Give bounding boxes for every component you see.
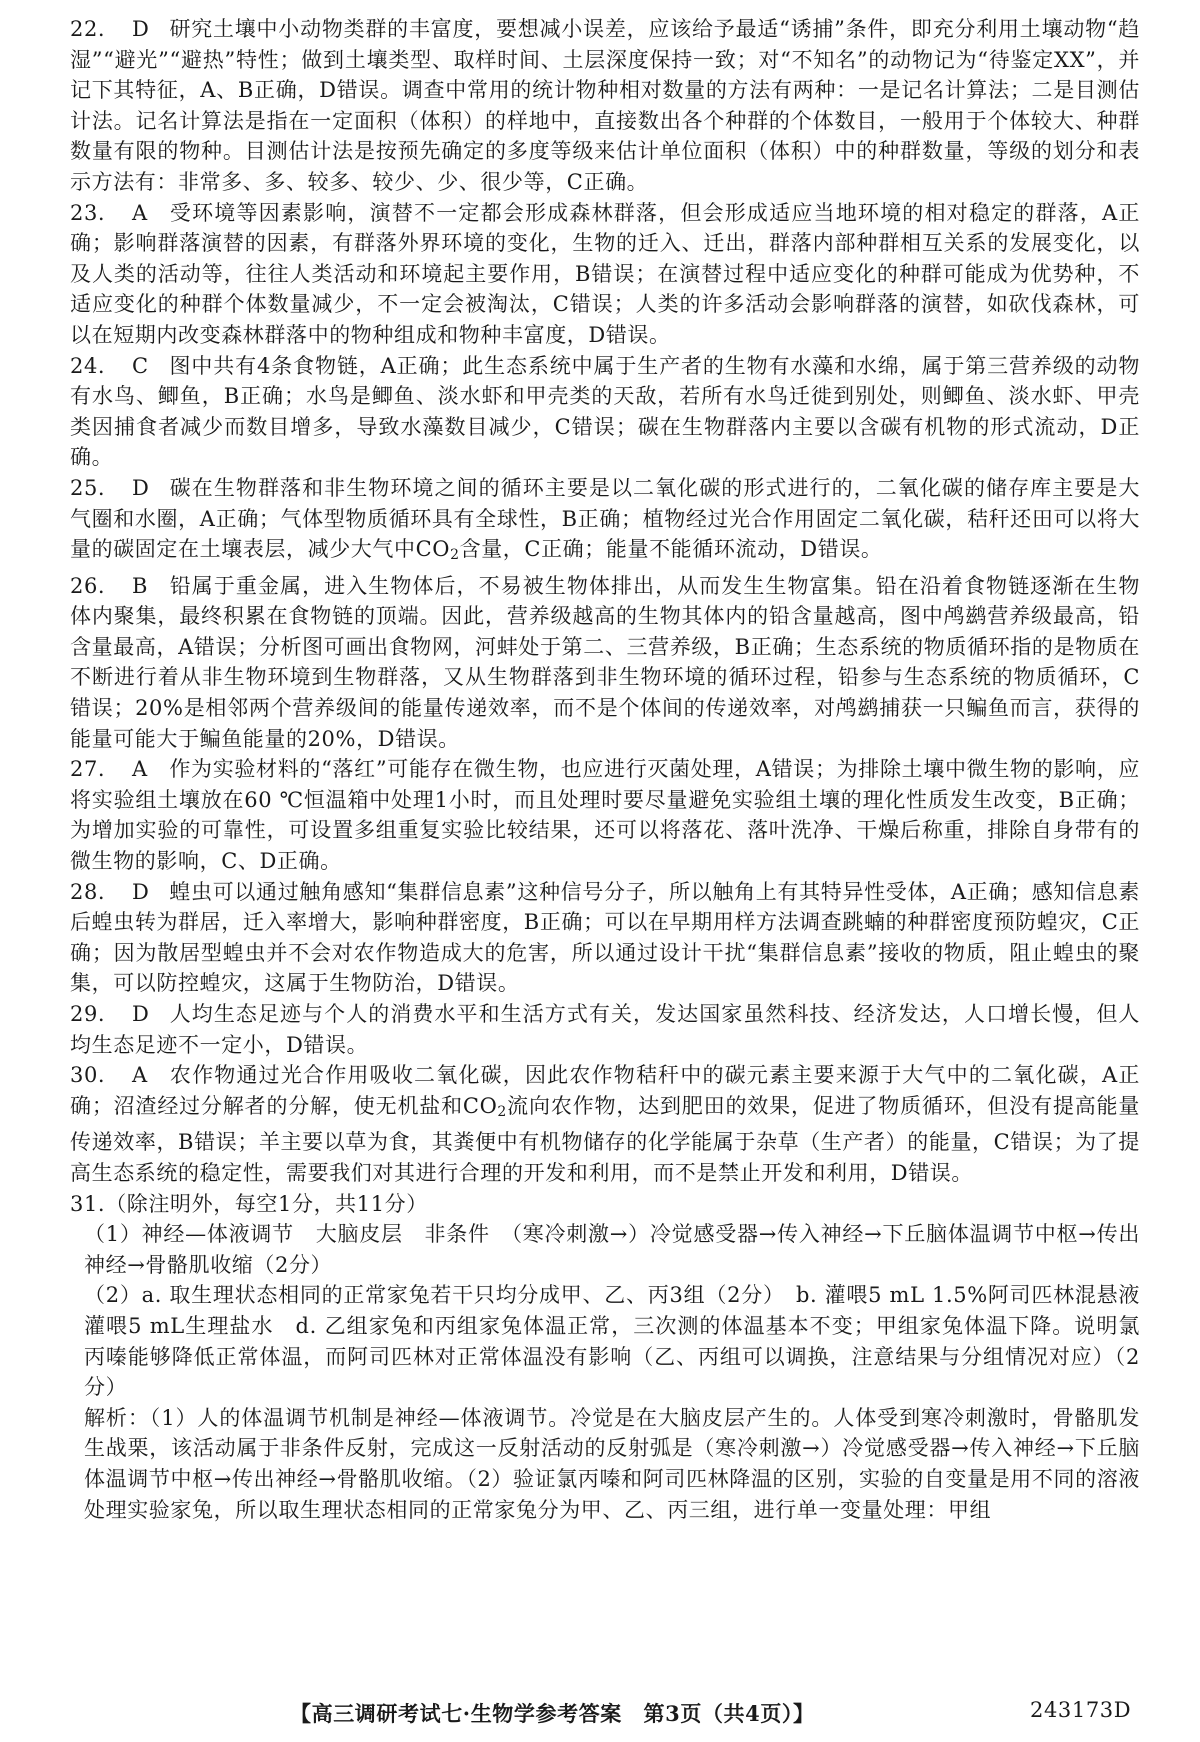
item-explanation-part-a: 农作物通过光合作用吸收二氧化碳，因此农作物秸秆中的碳元素主要来源于大气中的二氧化碳，A正确；沼渣经过分解者的分解，使无机盐和CO — [70, 1063, 1140, 1118]
item-number: 31. — [70, 1191, 106, 1216]
item-answer: D — [132, 475, 150, 500]
subscript: 2 — [497, 1103, 507, 1120]
item-answer: D — [132, 1002, 150, 1026]
item-answer: A — [132, 757, 148, 782]
answer-item-26 — [70, 571, 1140, 755]
item-answer: D — [132, 879, 150, 904]
item-number: 29. — [70, 1002, 106, 1026]
item-number: 26. — [70, 573, 106, 598]
answer-item-31-analysis — [70, 1403, 1140, 1525]
item-explanation: 作为实验材料的“落红”可能存在微生物，也应进行灭菌处理，A错误；为排除土壤中微生物的影响，应将实验组土壤放在60 ℃恒温箱中处理1小时，而且处理时要尽量避免实验组土壤的理化性质发生改变，B正确；为增加实验的可靠性，可设置多组重复实验比较结果，还可以将落花、落叶洗净、干燥后称重，排除自身带有的微生物的影响，C、D正确。 — [70, 757, 1141, 874]
item-number: 25. — [70, 475, 106, 500]
answer-item-31-part-1 — [70, 1219, 1140, 1280]
item-explanation-part-b: 流向农作物，达到肥田的效果，促进了物质循环，但没有提高能量传递效率，B错误；羊主要以草为食，其粪便中有机物储存的化学能属于杂草（生产者）的能量，C错误；为了提高生态系统的稳定性，需要我们对其进行合理的开发和利用，而不是禁止开发和利用，D错误。 — [70, 1093, 1140, 1185]
answer-item-31-part-2 — [70, 1280, 1162, 1402]
item-number: 22. — [70, 17, 106, 41]
footer-code: 243173D — [1030, 1698, 1132, 1722]
answer-item-28 — [70, 877, 1140, 999]
item-number: 23. — [70, 200, 106, 225]
answer-item-24 — [70, 351, 1140, 473]
item-explanation-part-a: 碳在生物群落和非生物环境之间的循环主要是以二氧化碳的形式进行的，二氧化碳的储存库主要是大气圈和水圈，A正确；气体型物质循环具有全球性，B正确；植物经过光合作用固定二氧化碳，秸秆还田可以将大量的碳固定在土壤表层，减少大气中CO — [70, 475, 1140, 562]
footer-title: 【高三调研考试七·生物学参考答案 第3页（共4页）】 — [290, 1701, 815, 1726]
part-2-text: （2）a. 取生理状态相同的正常家兔若干只均分成甲、乙、丙3组（2分） b. 灌喂5 mL 1.5%阿司匹林混悬液 灌喂5 mL生理盐水 d. 乙组家兔和丙组家兔体温正常，三次测的体温基本不变；甲组家兔体温下降。说明氯丙嗪能够降低正常体温，而阿司匹林对正常体温没有影响（乙、丙组可以调换，注意结果与分组情况对应）（2分） — [84, 1283, 1162, 1400]
item-explanation: 铅属于重金属，进入生物体后，不易被生物体排出，从而发生生物富集。铅在沿着食物链逐渐在生物体内聚集，最终积累在食物链的顶端。因此，营养级越高的生物其体内的铅含量越高，图中鸬鹚营养级最高，铅含量最高，A错误；分析图可画出食物网，河蚌处于第二、三营养级，B正确；生态系统的物质循环指的是物质在不断进行着从非生物环境到生物群落，又从生物群落到非生物环境的循环过程，铅参与生态系统的物质循环，C错误；20%是相邻两个营养级间的能量传递效率，而不是个体间的传递效率，对鸬鹚捕获一只鳊鱼而言，获得的能量可能大于鳊鱼能量的20%，D错误。 — [70, 573, 1140, 751]
item-explanation: 研究土壤中小动物类群的丰富度，要想减小误差，应该给予最适“诱捕”条件，即充分利用土壤动物“趋湿”“避光”“避热”特性；做到土壤类型、取样时间、土层深度保持一致；对“不知名”的动物记为“待鉴定XX”，并记下其特征，A、B正确，D错误。调查中常用的统计物种相对数量的方法有两种：一是记名计算法；二是目测估计法。记名计算法是指在一定面积（体积）的样地中，直接数出各个种群的个体数目，一般用于个体较大、种群数量有限的物种。目测估计法是按预先确定的多度等级来估计单位面积（体积）中的种群数量，等级的划分和表示方法有：非常多、多、较多、较少、少、很少等，C正确。 — [70, 17, 1140, 194]
item-explanation: 蝗虫可以通过触角感知“集群信息素”这种信号分子，所以触角上有其特异性受体，A正确；感知信息素后蝗虫转为群居，迁入率增大，影响种群密度，B正确；可以在早期用样方法调查跳蝻的种群密度预防蝗灾，C正确；因为散居型蝗虫并不会对农作物造成大的危害，所以通过设计干扰“集群信息素”接收的物质，阻止蝗虫的聚集，可以防控蝗灾，这属于生物防治，D错误。 — [70, 879, 1141, 996]
answer-item-22 — [70, 14, 1140, 198]
item-answer: A — [132, 1063, 148, 1088]
answer-item-29 — [70, 999, 1140, 1060]
item-explanation: 图中共有4条食物链，A正确；此生态系统中属于生产者的生物有水藻和水绵，属于第三营养级的动物有水鸟、鲫鱼，B正确；水鸟是鲫鱼、淡水虾和甲壳类的天敌，若所有水鸟迁徙到别处，则鲫鱼、淡水虾、甲壳类因捕食者减少而数目增多，导致水藻数目减少，C错误；碳在生物群落内主要以含碳有机物的形式流动，D正确。 — [70, 353, 1140, 470]
item-explanation: 人均生态足迹与个人的消费水平和生活方式有关，发达国家虽然科技、经济发达，人口增长慢，但人均生态足迹不一定小，D错误。 — [70, 1002, 1140, 1057]
item-number: 28. — [70, 879, 106, 904]
item-answer: D — [132, 17, 150, 41]
item-explanation: 受环境等因素影响，演替不一定都会形成森林群落，但会形成适应当地环境的相对稳定的群落，A正确；影响群落演替的因素，有群落外界环境的变化，生物的迁入、迁出，群落内部种群相互关系的发展变化，以及人类的活动等，往往人类活动和环境起主要作用，B错误；在演替过程中适应变化的种群可能成为优势种，不适应变化的种群个体数量减少，不一定会被淘汰，C错误；人类的许多活动会影响群落的演替，如砍伐森林，可以在短期内改变森林群落中的物种组成和物种丰富度，D错误。 — [70, 200, 1140, 347]
item-answer: C — [132, 353, 149, 378]
answer-item-31-header — [70, 1189, 1140, 1220]
item-answer: A — [132, 200, 148, 225]
item-number: 30. — [70, 1063, 106, 1088]
answer-item-23 — [70, 198, 1140, 351]
analysis-text: 解析：（1）人的体温调节机制是神经—体液调节。冷觉是在大脑皮层产生的。人体受到寒冷刺激时，骨骼肌发生战栗，该活动属于非条件反射，完成这一反射活动的反射弧是（寒冷刺激→）冷觉感受器→传入神经→下丘脑体温调节中枢→传出神经→骨骼肌收缩。（2）验证氯丙嗪和阿司匹林降温的区别，实验的自变量是用不同的溶液处理实验家兔，所以取生理状态相同的正常家兔分为甲、乙、丙三组，进行单一变量处理：甲组 — [84, 1405, 1140, 1522]
answer-document — [70, 14, 1162, 1525]
subscript: 2 — [450, 547, 460, 564]
answer-item-27 — [70, 754, 1140, 876]
item-answer: B — [132, 573, 149, 598]
item-explanation-part-b: 含量，C正确；能量不能循环流动，D错误。 — [459, 537, 883, 562]
part-1-text: （1）神经—体液调节 大脑皮层 非条件 （寒冷刺激→）冷觉感受器→传入神经→下丘脑体温调节中枢→传出神经→骨骼肌收缩（2分） — [84, 1222, 1140, 1277]
answer-item-30 — [70, 1060, 1140, 1188]
answer-item-25 — [70, 473, 1140, 571]
item-number: 24. — [70, 353, 106, 378]
page-footer — [0, 1694, 1200, 1734]
item-number: 27. — [70, 757, 106, 782]
item-score-note: （除注明外，每空1分，共11分） — [105, 1191, 428, 1216]
